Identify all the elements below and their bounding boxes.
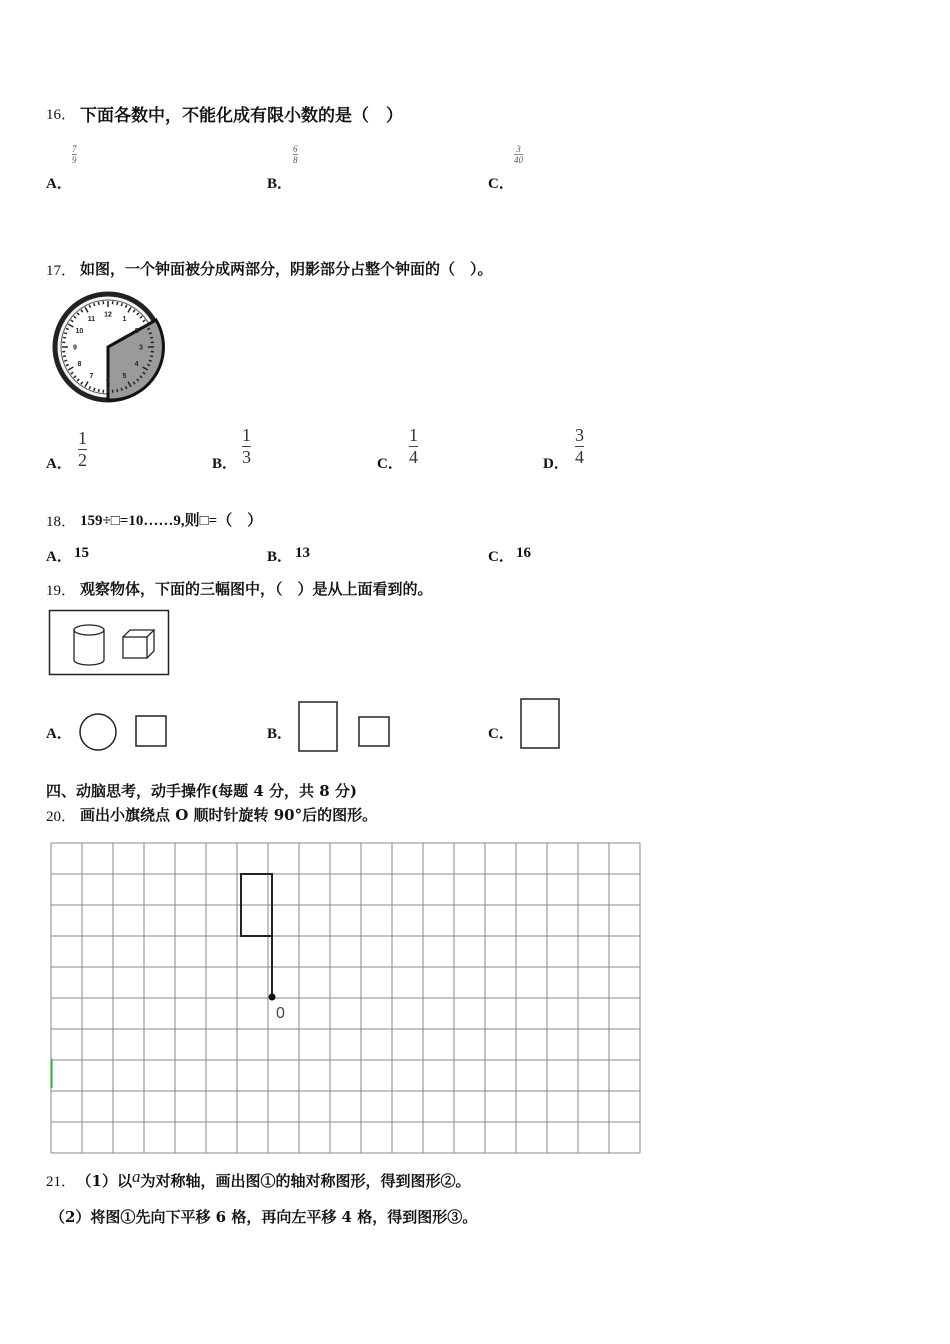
option-b-label: B． — [267, 176, 293, 192]
question-text: 观察物体，下面的三幅图中，（ ）是从上面看到的。 — [80, 580, 433, 598]
question-number: 16． — [46, 107, 77, 123]
clock-number: 8 — [77, 361, 82, 368]
option-c-label: C． — [488, 176, 514, 192]
axis-symbol: a — [131, 1167, 141, 1186]
option-c-value: 16 — [516, 545, 531, 561]
clock-number: 4 — [134, 361, 139, 368]
option-b-fraction — [293, 144, 298, 165]
option-c-fraction — [409, 425, 418, 468]
clock-tick — [121, 388, 122, 391]
option-b-label: B． — [267, 726, 293, 742]
clock-number: 1 — [122, 315, 127, 323]
question-number: 21． — [46, 1174, 77, 1190]
clock-number: 9 — [73, 344, 77, 352]
clock-tick — [63, 337, 66, 338]
numerator: 7 — [72, 144, 77, 154]
clock-number: 2 — [134, 328, 139, 335]
clock-tick — [98, 389, 99, 392]
clock-tick — [94, 388, 95, 391]
flag-shape — [241, 874, 272, 997]
point-o — [269, 994, 276, 1001]
clock-number: 3 — [139, 344, 143, 352]
numerator: 1 — [409, 425, 418, 445]
clock-tick — [117, 389, 118, 392]
question-21-line1 — [46, 1167, 471, 1191]
clock-number: 5 — [122, 373, 127, 381]
part2-text: （2）将图①先向下平移 6 格，再向左平移 4 格，得到图形③。 — [50, 1208, 478, 1226]
option-a-value: 15 — [74, 545, 89, 561]
question-text: 如图，一个钟面被分成两部分，阴影部分占整个钟面的（ ）。 — [80, 260, 493, 278]
clock-tick — [121, 303, 122, 306]
denominator: 2 — [78, 450, 87, 470]
option-a-label: A． — [46, 176, 72, 192]
denominator: 4 — [409, 447, 418, 467]
option-a-image — [78, 712, 170, 752]
clock-tick — [150, 356, 153, 357]
option-b-label: B． — [212, 456, 238, 472]
question-text: 画出小旗绕点 O 顺时针旋转 90°后的图形。 — [80, 806, 378, 824]
section-title: 四、动脑思考，动手操作(每题 4 分，共 8 分) — [46, 782, 357, 800]
clock-tick — [94, 303, 95, 306]
question-number: 20． — [46, 809, 77, 825]
option-c-label: C． — [377, 456, 403, 472]
clock-number: 11 — [87, 315, 96, 323]
denominator: 3 — [242, 447, 251, 467]
clock-image — [50, 290, 168, 404]
grid-image — [48, 840, 654, 1154]
option-c-fraction — [514, 144, 523, 165]
clock-tick — [149, 360, 152, 361]
option-c-label: C． — [488, 549, 514, 565]
denominator: 4 — [575, 447, 584, 467]
question-text: 159÷□=10……9,则□=（ ） — [80, 513, 263, 529]
denominator: 40 — [514, 155, 523, 165]
option-c-label: C． — [488, 726, 514, 742]
option-a-fraction — [72, 144, 77, 165]
clock-tick — [63, 356, 66, 357]
clock-number: 12 — [104, 311, 112, 319]
clock-tick — [117, 302, 118, 305]
clock-number: 6 — [106, 377, 110, 385]
part1-suffix: 为对称轴，画出图①的轴对称图形，得到图形②。 — [140, 1172, 471, 1190]
objects-image — [48, 609, 172, 677]
clock-number: 7 — [89, 373, 94, 381]
question-number: 17． — [46, 263, 77, 279]
part1-prefix: （1）以 — [84, 1172, 132, 1190]
option-c-image — [519, 697, 563, 753]
point-o-label: 0 — [276, 1005, 285, 1022]
denominator: 9 — [72, 155, 77, 165]
question-number: 19． — [46, 583, 77, 599]
denominator: 8 — [293, 155, 298, 165]
clock-tick — [64, 360, 67, 361]
option-d-fraction — [575, 425, 584, 468]
clock-tick — [64, 333, 67, 334]
clock-tick — [150, 337, 153, 338]
question-text: 下面各数中，不能化成有限小数的是（ ） — [80, 106, 403, 126]
numerator: 3 — [575, 425, 584, 445]
clock-tick — [149, 333, 152, 334]
option-b-fraction — [242, 425, 251, 468]
clock-tick — [98, 302, 99, 305]
clock-number: 10 — [75, 328, 84, 335]
option-d-label: D． — [543, 456, 569, 472]
question-number: 18． — [46, 514, 77, 530]
option-b-label: B． — [267, 549, 293, 565]
numerator: 3 — [516, 144, 521, 154]
numerator: 1 — [242, 425, 251, 445]
option-a-label: A． — [46, 726, 72, 742]
option-b-image — [297, 700, 393, 754]
numerator: 1 — [78, 428, 87, 448]
numerator: 6 — [293, 144, 298, 154]
option-a-label: A． — [46, 549, 72, 565]
option-a-fraction — [78, 428, 87, 471]
option-a-label: A． — [46, 456, 72, 472]
option-b-value: 13 — [295, 545, 310, 561]
